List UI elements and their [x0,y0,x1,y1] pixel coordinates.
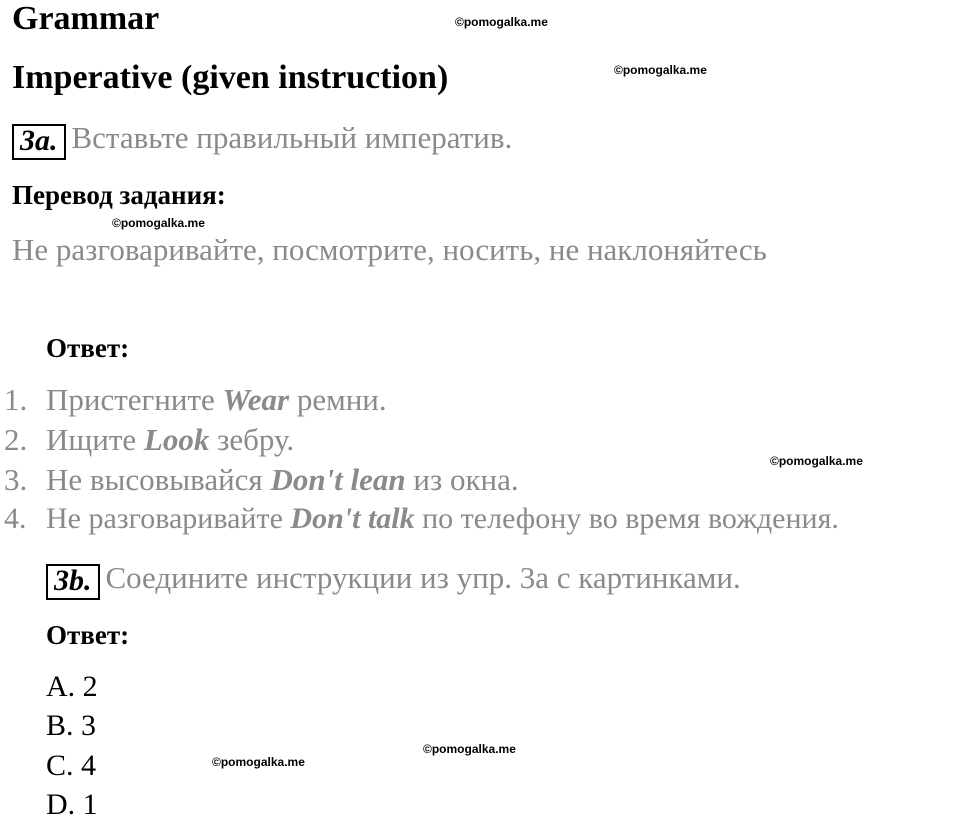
answer-3b-item: B. 3 [46,709,97,742]
watermark: ©pomogalka.me [212,755,305,769]
item-text-after: по телефону во время вождения. [414,502,839,535]
list-number: 4. [4,502,27,535]
item-text-after: из окна. [405,462,519,497]
task-3b-number: 3b. [46,564,100,600]
item-imperative: Wear [222,382,290,417]
item-text-before: Пристегните [46,382,223,417]
list-number: 3. [4,462,28,497]
answer-3b-item: A. 2 [46,670,98,703]
answer-3a-item [4,464,519,495]
answer-3a-item [4,424,294,455]
list-number: 2. [4,422,28,457]
watermark: ©pomogalka.me [112,216,205,230]
item-text-before: Ищите [46,422,144,457]
answer-3b-item: D. 1 [46,788,98,821]
answer-3a-item [4,504,839,534]
item-text-after: ремни. [289,382,387,417]
item-text-before: Не высовывайся [46,462,271,497]
answer-3a-item [4,384,387,415]
watermark: ©pomogalka.me [455,15,548,29]
task-3b-instruction: Соедините инструкции из упр. 3а с картинками. [105,560,741,595]
answer-3b-label: Ответ: [46,620,130,650]
watermark: ©pomogalka.me [614,63,707,77]
translation-text: Не разговаривайте, посмотрите, носить, не наклоняйтесь [12,232,767,267]
translation-label: Перевод задания: [12,180,226,210]
task-3a [12,122,512,160]
item-imperative: Look [143,422,210,457]
item-imperative: Don't lean [270,462,406,497]
list-number: 1. [4,382,28,417]
item-text-before: Не разговаривайте [46,502,291,535]
watermark: ©pomogalka.me [423,742,516,756]
task-3b [46,562,741,600]
task-3a-instruction: Вставьте правильный императив. [71,120,513,155]
item-text-after: зебру. [209,422,295,457]
answer-3a-label: Ответ: [46,333,130,363]
subsection-title: Imperative (given instruction) [12,59,449,96]
answer-3b-item: C. 4 [46,749,97,782]
task-3a-number: 3a. [12,124,66,160]
watermark: ©pomogalka.me [770,454,863,468]
section-title: Grammar [12,0,160,37]
item-imperative: Don't talk [290,502,415,535]
